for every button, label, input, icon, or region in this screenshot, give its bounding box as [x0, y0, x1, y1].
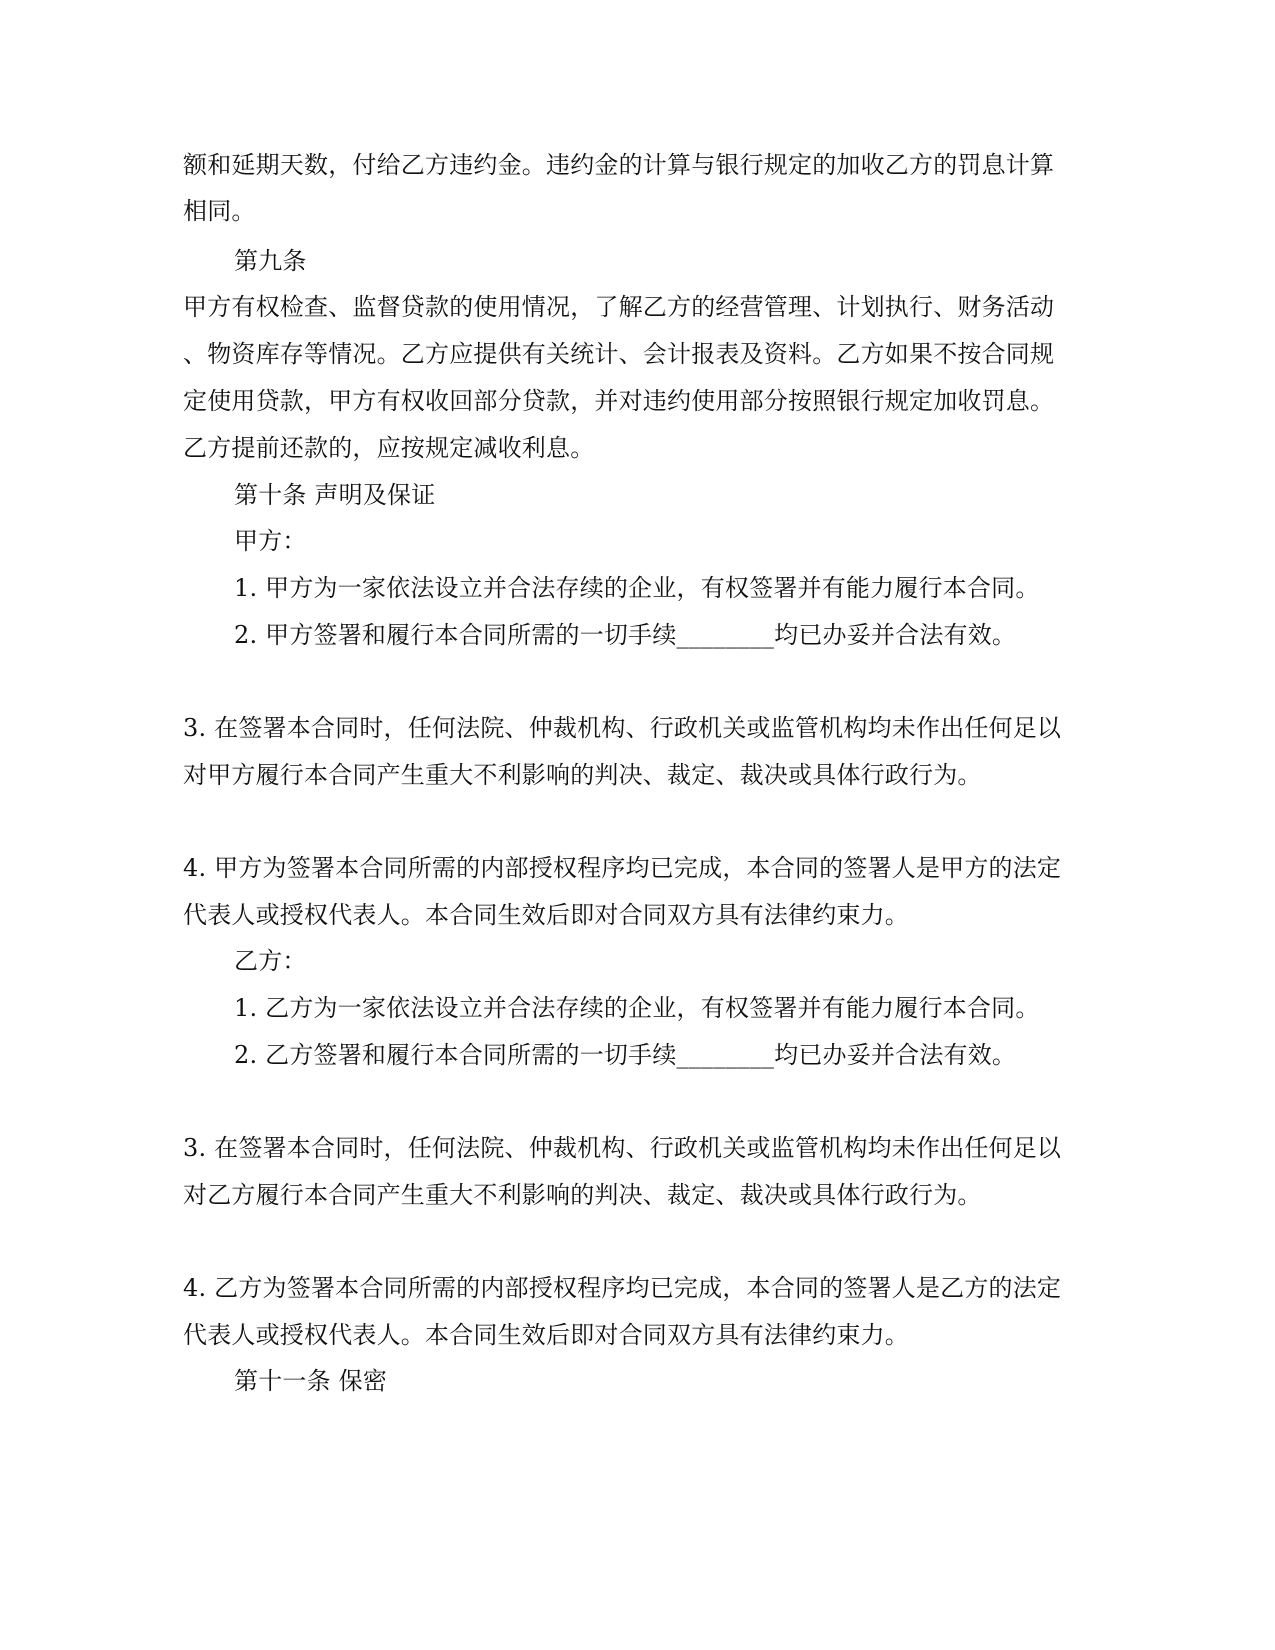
text-line: 定使用贷款，甲方有权收回部分贷款，并对违约使用部分按照银行规定加收罚息。 — [183, 387, 1055, 415]
list-item: 3. 在签署本合同时，任何法院、仲裁机构、行政机关或监管机构均未作出任何足以 — [183, 1134, 1062, 1162]
list-item: 3. 在签署本合同时，任何法院、仲裁机构、行政机关或监管机构均未作出任何足以 — [183, 714, 1062, 742]
article-heading: 第十条 声明及保证 — [234, 481, 436, 509]
text-line: 额和延期天数，付给乙方违约金。违约金的计算与银行规定的加收乙方的罚息计算 — [183, 151, 1055, 179]
list-item: 2. 甲方签署和履行本合同所需的一切手续________均已办妥并合法有效。 — [234, 621, 1017, 649]
party-label: 乙方： — [234, 947, 307, 975]
text-line: 乙方提前还款的，应按规定减收利息。 — [183, 434, 595, 462]
article-heading: 第九条 — [234, 247, 307, 275]
list-item: 4. 甲方为签署本合同所需的内部授权程序均已完成，本合同的签署人是甲方的法定 — [183, 854, 1062, 882]
text-line: 对甲方履行本合同产生重大不利影响的判决、裁定、裁决或具体行政行为。 — [183, 761, 982, 789]
text-line: 代表人或授权代表人。本合同生效后即对合同双方具有法律约束力。 — [183, 1321, 909, 1349]
text-line: 代表人或授权代表人。本合同生效后即对合同双方具有法律约束力。 — [183, 901, 909, 929]
text-line: 、物资库存等情况。乙方应提供有关统计、会计报表及资料。乙方如果不按合同规 — [183, 340, 1055, 368]
party-label: 甲方： — [234, 527, 307, 555]
list-item: 2. 乙方签署和履行本合同所需的一切手续________均已办妥并合法有效。 — [234, 1041, 1017, 1069]
list-item: 4. 乙方为签署本合同所需的内部授权程序均已完成，本合同的签署人是乙方的法定 — [183, 1274, 1062, 1302]
text-line: 甲方有权检查、监督贷款的使用情况，了解乙方的经营管理、计划执行、财务活动 — [183, 293, 1055, 321]
list-item: 1. 乙方为一家依法设立并合法存续的企业，有权签署并有能力履行本合同。 — [234, 994, 1040, 1022]
list-item: 1. 甲方为一家依法设立并合法存续的企业，有权签署并有能力履行本合同。 — [234, 574, 1040, 602]
text-line: 相同。 — [183, 197, 256, 225]
text-line: 对乙方履行本合同产生重大不利影响的判决、裁定、裁决或具体行政行为。 — [183, 1181, 982, 1209]
article-heading: 第十一条 保密 — [234, 1367, 388, 1395]
